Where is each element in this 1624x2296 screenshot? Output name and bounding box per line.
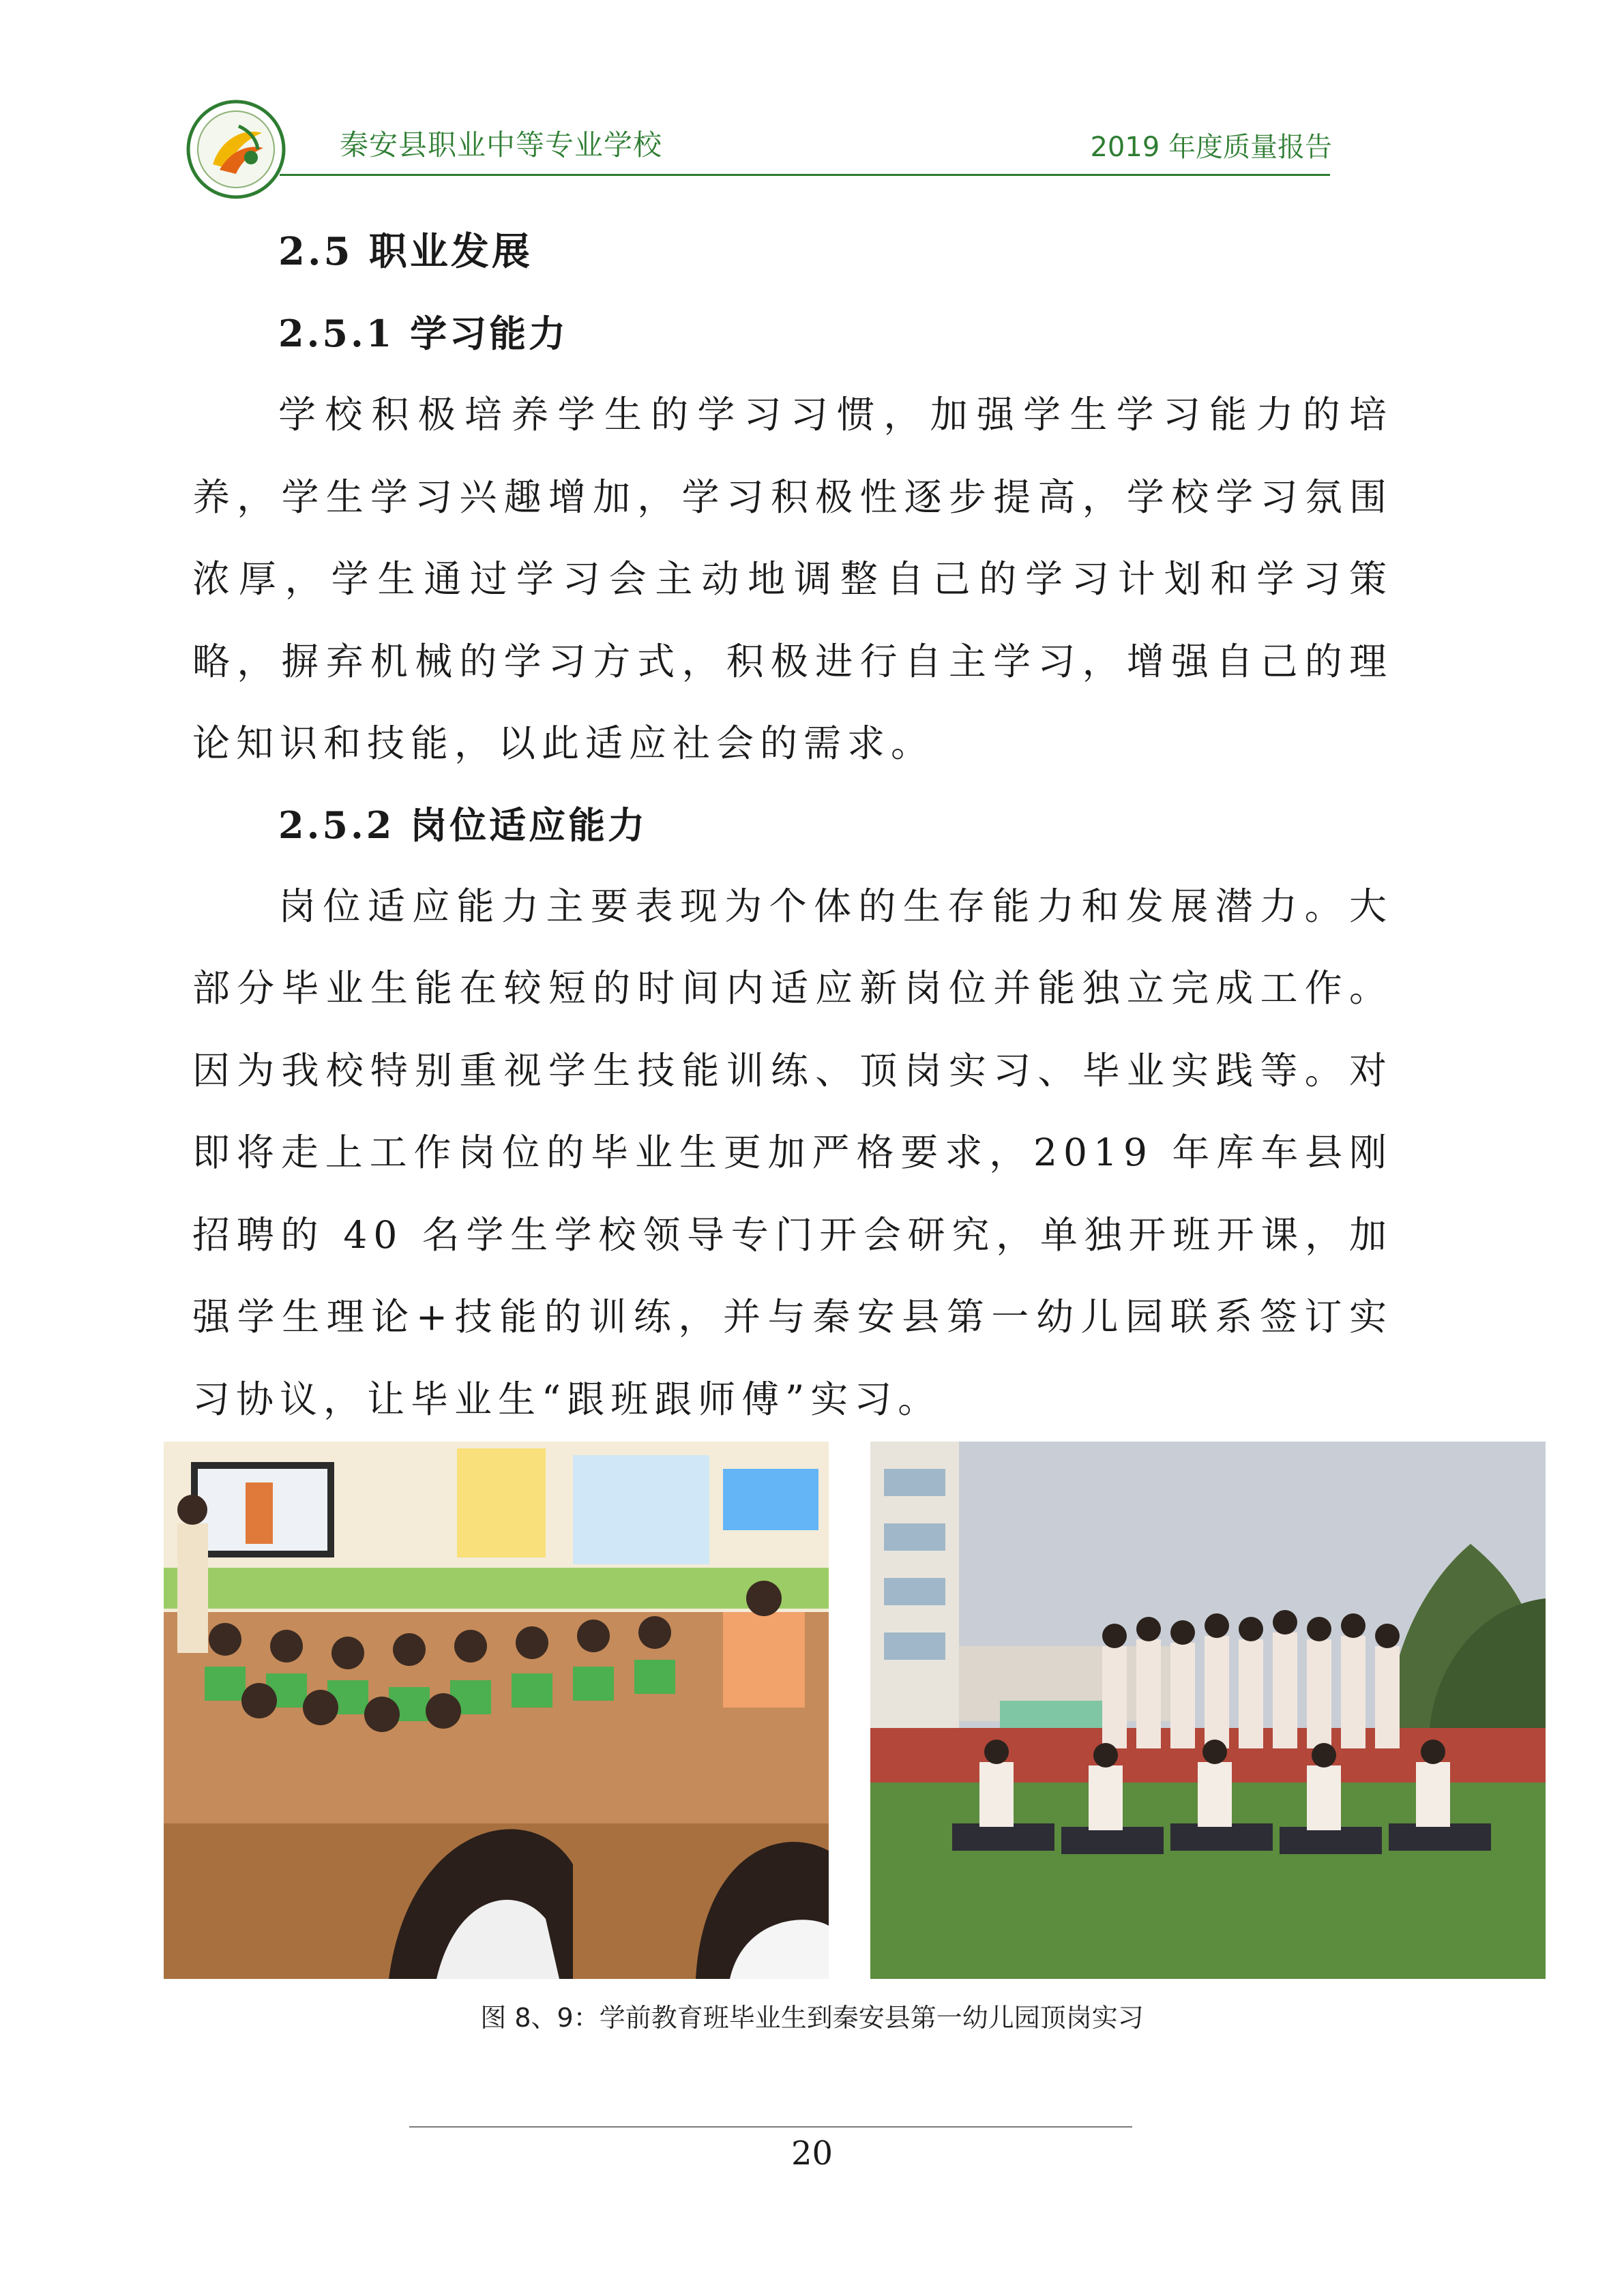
- report-title: 2019 年度质量报告: [1090, 132, 1332, 163]
- paragraph-learning-ability: 学校积极培养学生的学习习惯，加强学生学习能力的培养，学生学习兴趣增加，学习积极性逐步提高，学校学习氛围浓厚，学生通过学习会主动地调整自己的学习计划和学习策略，摒弃机械的学习方式，积极进行自主学习，增强自己的理论知识和技能，以此适应社会的需求。: [192, 393, 1393, 765]
- school-logo: [186, 99, 286, 200]
- group-photo: [870, 1442, 1546, 1979]
- section-heading-2-5-2: 2.5.2 岗位适应能力: [278, 803, 648, 847]
- section-heading-2-5-1: 2.5.1 学习能力: [278, 312, 569, 355]
- figure-caption: 图 8、9：学前教育班毕业生到秦安县第一幼儿园顶岗实习: [480, 2003, 1144, 2033]
- school-name: 秦安县职业中等专业学校: [340, 128, 663, 162]
- paragraph-job-adaptability: 岗位适应能力主要表现为个体的生存能力和发展潜力。大部分毕业生能在较短的时间内适应新岗位并能独立完成工作。因为我校特别重视学生技能训练、顶岗实习、毕业实践等。对即将走上工作岗位的毕业生更加严格要求，2019 年库车县刚招聘的 40 名学生学校领导专门开会研究，单独开班开课，加强学生理论+技能的训练，并与秦安县第一幼儿园联系签订实习协议，让毕业生“跟班跟师傅”实习。: [192, 884, 1393, 1421]
- footer-divider: [409, 2126, 1132, 2128]
- classroom-photo: [164, 1442, 829, 1979]
- main-content: [192, 210, 1393, 1440]
- page-number: 20: [791, 2134, 833, 2173]
- section-heading-2-5: 2.5 职业发展: [278, 229, 533, 274]
- header-divider: [280, 174, 1330, 176]
